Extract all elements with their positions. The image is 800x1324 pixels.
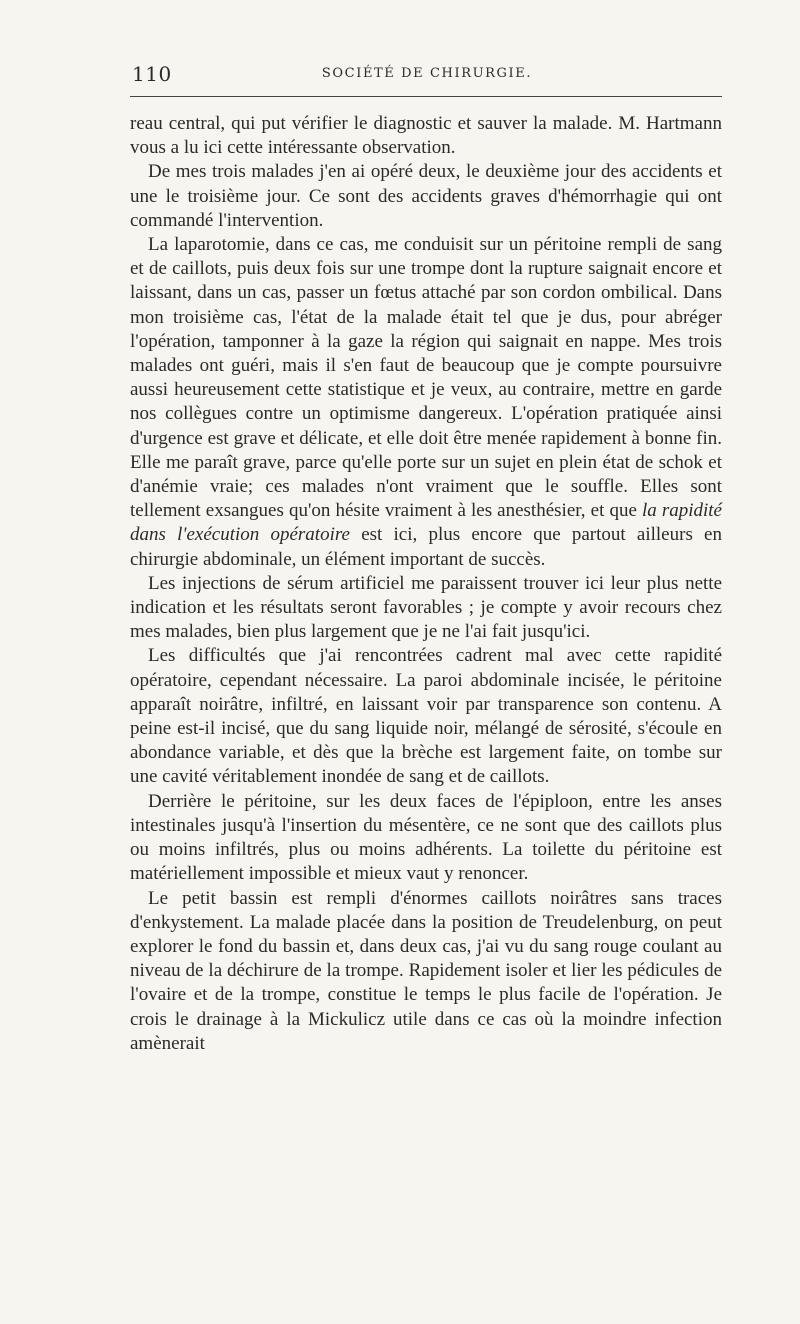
paragraph: Le petit bassin est rempli d'énormes caillots noirâtres sans traces d'enkystement. La malade placée dans la position de Treudelenburg, on peut explorer le fond du bassin et, dans deux cas, j'ai vu du sang rouge coulant au niveau de la déchirure de la trompe. Rapidement isoler et lier les pédicules de l'ovaire et de la trompe, constitue le temps le plus facile de l'opération. Je crois le drainage à la Mickulicz utile dans ce cas où la moindre infection amènerait xyxy=(130,887,722,1054)
paragraph-text: est ici, plus encore que partout ailleurs en chirurgie abdominale, un élément important de succès. xyxy=(130,524,722,570)
running-head: SOCIÉTÉ DE CHIRURGIE. xyxy=(321,66,533,81)
paragraph: Les difficultés que j'ai rencontrées cadrent mal avec cette rapidité opératoire, cependant nécessaire. La paroi abdominale incisée, le péritoine apparaît noirâtre, infiltré, en laissant voir par transparence son contenu. A peine est-il incisé, que du sang liquide noir, mélangé de sérosité, s'écoule en abondance variable, et dès que la brèche est largement faite, on tombe sur une cavité véritablement inondée de sang et de caillots. xyxy=(130,645,722,788)
paragraph xyxy=(130,233,722,572)
page-header xyxy=(132,62,722,86)
paragraph: De mes trois malades j'en ai opéré deux, le deuxième jour des accidents et une le troisième jour. Ce sont des accidents graves d'hémorrhagie qui ont commandé l'intervention. xyxy=(130,161,722,231)
header-rule xyxy=(130,96,722,97)
italic-phrase: la rapidité dans l'exécution opératoire xyxy=(130,500,722,546)
paragraph: Derrière le péritoine, sur les deux faces de l'épiploon, entre les anses intestinales jusqu'à l'insertion du mésentère, ce ne sont que des caillots plus ou moins infiltrés, plus ou moins adhérents. La toilette du péritoine est matériellement impossible et mieux vaut y renoncer. xyxy=(130,790,722,885)
body-text xyxy=(130,112,722,1056)
paragraph-text: La laparotomie, dans ce cas, me conduisit sur un péritoine rempli de sang et de caillots, puis deux fois sur une trompe dont la rupture saignait encore et laissant, dans un cas, passer un fœtus attaché par son cordon ombilical. Dans mon troisième cas, l'état de la malade était tel que je dus, pour abréger l'opération, tamponner à la gaze la région qui saignait en nappe. Mes trois malades ont guéri, mais il s'en faut de beaucoup que je compte poursuivre aussi heureusement cette statistique et je veux, au contraire, mettre en garde nos collègues contre un optimisme dangereux. L'opération pratiquée ainsi d'urgence est grave et délicate, et elle doit être menée rapidement à bonne fin. Elle me paraît grave, parce qu'elle porte sur un sujet en plein état de schok et d'anémie vraie; ces malades n'ont vraiment que le souffle. Elles sont tellement exsangues qu'on hésite vraiment à les anesthésier, et que xyxy=(130,234,722,522)
paragraph: Les injections de sérum artificiel me paraissent trouver ici leur plus nette indication et les résultats seront favorables ; je compte y avoir recours chez mes malades, bien plus largement que je ne l'ai fait jusqu'ici. xyxy=(130,572,722,643)
page-number: 110 xyxy=(132,62,172,86)
paragraph: reau central, qui put vérifier le diagnostic et sauver la malade. M. Hartmann vous a lu ici cette intéressante observation. xyxy=(130,113,722,159)
